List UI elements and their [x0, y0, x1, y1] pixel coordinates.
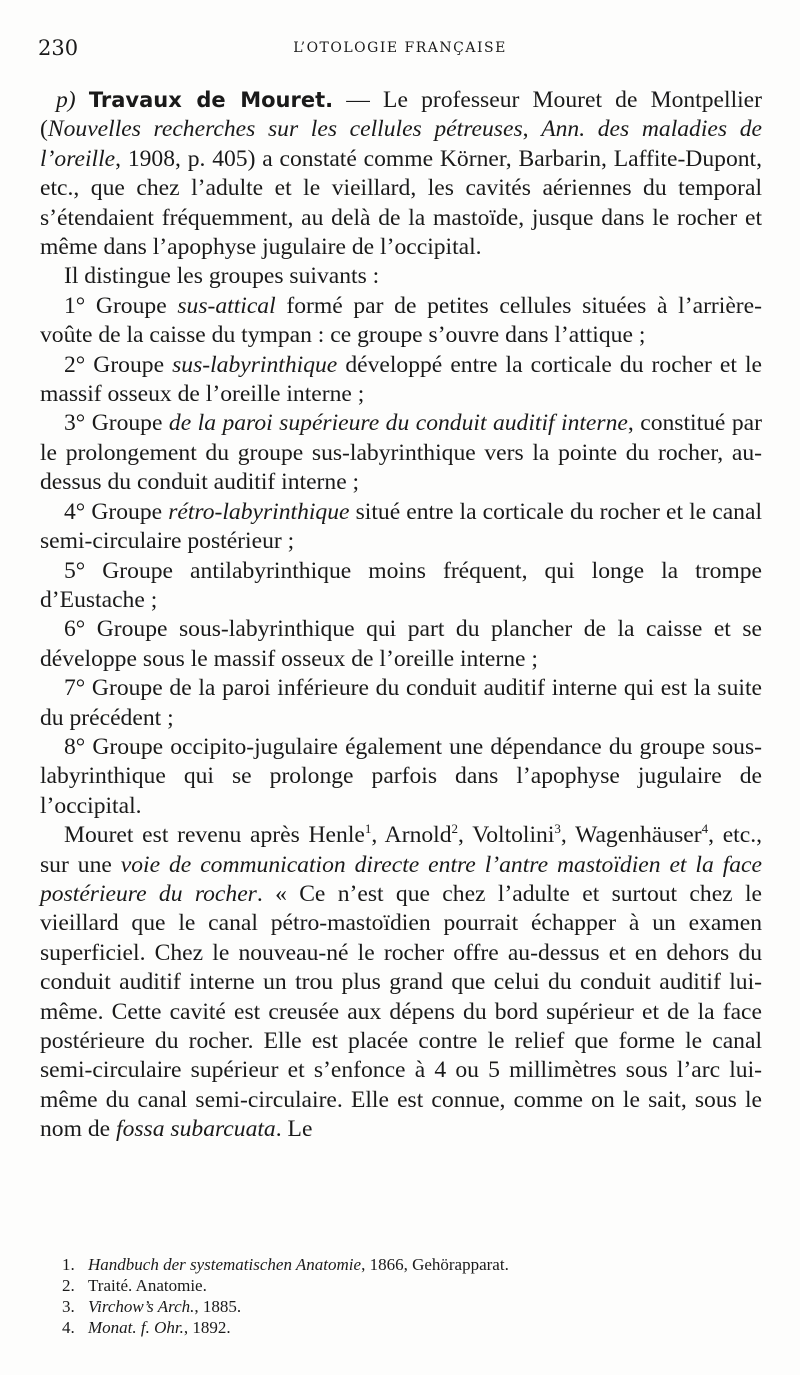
- footnote-number: 4.: [62, 1318, 75, 1337]
- footnote-number: 2.: [62, 1276, 75, 1295]
- group-term: de la paroi supérieure du conduit auditif interne: [168, 410, 628, 437]
- source-title: Nouvelles recherches sur les cellules pétreuses: [47, 116, 523, 143]
- page-header: [38, 36, 762, 66]
- section-title: Travaux de Mouret.: [88, 88, 334, 112]
- footnote: 3. Virchow’s Arch., 1885.: [62, 1297, 242, 1316]
- running-head: L’OTOLOGIE FRANÇAISE: [293, 40, 507, 56]
- section-paragraph: [40, 86, 762, 262]
- footnote-ref[interactable]: 1: [364, 821, 372, 837]
- footnote-ref[interactable]: 2: [451, 821, 459, 837]
- source-separator: ,: [522, 116, 542, 143]
- group-item: 4° Groupe rétro-labyrinthique situé entre la corticale du rocher et le canal semi-circulaire postérieur ;: [40, 498, 763, 555]
- footnote: 4. Monat. f. Ohr., 1892.: [62, 1318, 231, 1337]
- anatomical-term: fossa subarcuata: [116, 1116, 276, 1143]
- page-number: 230: [38, 36, 79, 60]
- footnotes: [62, 1254, 762, 1338]
- main-text: [40, 86, 762, 1145]
- footnote-ref[interactable]: 3: [554, 821, 561, 837]
- group-item: 3° Groupe de la paroi supérieure du conduit auditif interne, constitué par le prolongement du groupe sus-labyrinthique vers la pointe du rocher, au-dessus du conduit auditif interne ;: [40, 410, 762, 496]
- footnote: 2. Traité. Anatomie.: [62, 1276, 207, 1295]
- group-term: rétro-labyrinthique: [168, 498, 350, 525]
- footnote-number: 3.: [62, 1297, 75, 1316]
- distinction-paragraph: Il distingue les groupes suivants :: [64, 263, 380, 290]
- group-item: 8° Groupe occipito-jugulaire également une dépendance du groupe sous-labyrinthique qui se prolonge parfois dans l’apophyse jugulaire de l’occipital.: [40, 733, 762, 819]
- journal-title: Ann. des maladies de l’oreille: [40, 116, 762, 172]
- footnote-ref[interactable]: 4: [701, 821, 709, 837]
- final-paragraph: Mouret est revenu après Henle$^1$, Arnold$^2$, Voltolini$^3$, Wagenhäuser$^4$, etc., sur une voie de communication directe entre l’antre mastoïdien et la face postérieure du rocher. « Ce n’est que chez l’adulte et surtout chez le vieillard que le canal pétro-mastoïdien pourrait échapper à un examen superficiel. Chez le nouveau-né le rocher offre au-dessus et en dehors du conduit auditif interne un trou plus grand que celui du conduit auditif lui-même. Cette cavité est creusée aux dépens du bord supérieur et de la face postérieure du rocher. Elle est placée contre le relief que forme le canal semi-circulaire supérieur et s’enfonce à 4 ou 5 millimètres sous l’arc lui-même du canal semi-circulaire. Elle est connue, comme on le sait, sous le nom de fossa subarcuata. Le: [40, 821, 762, 1143]
- footnote-number: 1.: [62, 1255, 75, 1274]
- group-item: 7° Groupe de la paroi inférieure du conduit auditif interne qui est la suite du précédent ;: [40, 675, 762, 731]
- footnote: 1. Handbuch der systematischen Anatomie, 1866, Gehörapparat.: [62, 1255, 509, 1274]
- group-item: 2° Groupe sus-labyrinthique développé entre la corticale du rocher et le massif osseux de l’oreille interne ;: [40, 351, 762, 408]
- emphasized-phrase: voie de communication directe entre l’antre mastoïdien et la face postérieure du rocher: [40, 851, 762, 907]
- group-term: sus-attical: [177, 292, 276, 319]
- section-intro-end: , 1908, p. 405) a constaté comme Körner, Barbarin, Laffite-Dupont, etc., que chez l’adulte et le vieillard, les cavités aériennes du temporal s’étendaient fréquemment, au delà de la mastoïde, jusque dans le rocher et même dans l’apophyse jugulaire de l’occipital.: [40, 145, 762, 261]
- group-item: 6° Groupe sous-labyrinthique qui part du plancher de la caisse et se développe sous le massif osseux de l’oreille interne ;: [40, 616, 762, 672]
- section-marker: p): [56, 87, 76, 113]
- section-intro-start: — Le professeur Mouret de Montpellier (: [40, 87, 763, 143]
- group-term: sus-labyrinthique: [172, 351, 338, 378]
- group-item: 1° Groupe sus-attical formé par de petites cellules situées à l’arrière-voûte de la caisse du tympan : ce groupe s’ouvre dans l’attique ;: [40, 292, 762, 349]
- group-item: 5° Groupe antilabyrinthique moins fréquent, qui longe la trompe d’Eustache ;: [40, 557, 762, 613]
